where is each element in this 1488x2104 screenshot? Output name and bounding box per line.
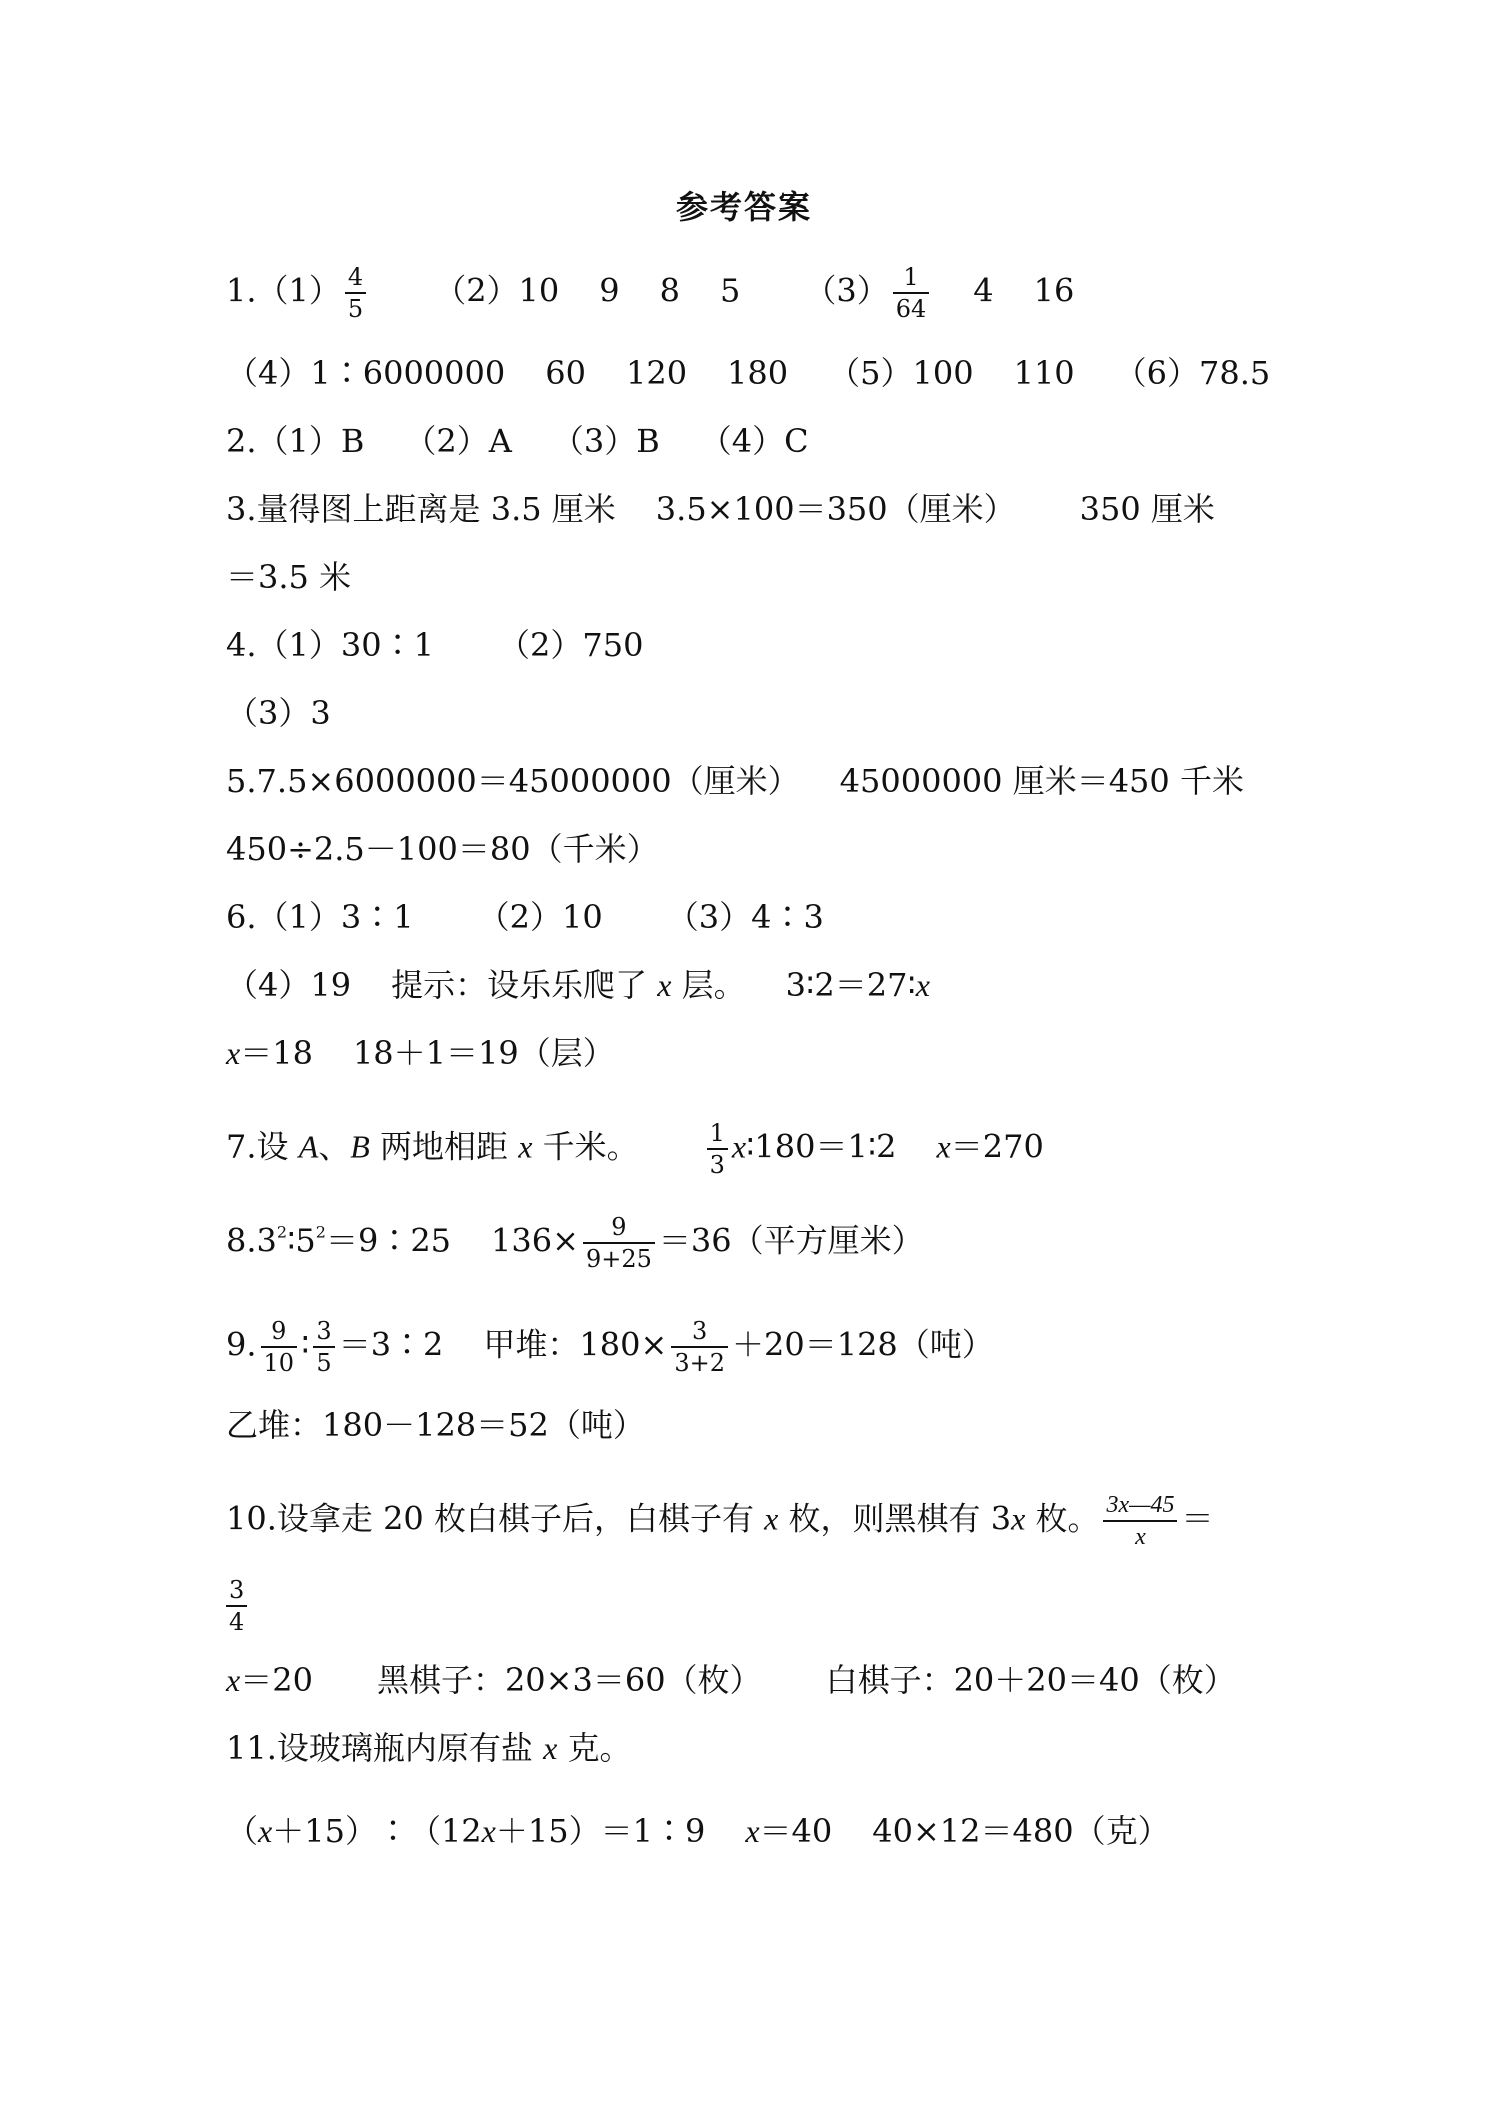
answer-11-line-1: 11.设玻璃瓶内原有盐 x 克。: [226, 1729, 632, 1767]
answer-9-line-2: 乙堆：180－128＝52（吨）: [226, 1406, 645, 1444]
fraction-1-3: $\frac{1}{3}$: [707, 1118, 728, 1180]
answer-6-line-1: 6.（1）3∶1 （2）10 （3）4∶3: [226, 898, 824, 936]
answer-10-line-2: x＝20 黑棋子：20×3＝60（枚） 白棋子：20＋20＝40（枚）: [226, 1661, 1236, 1699]
answer-10-fraction: [226, 1575, 251, 1637]
answer-6-line-2: （4）19 提示：设乐乐爬了 x 层。 3∶2＝27∶x: [226, 966, 930, 1004]
fraction-9-10: $\frac{9}{10}$: [261, 1316, 298, 1378]
answer-5-line-1: 5.7.5×6000000＝45000000（厘米） 45000000 厘米＝450 千米: [226, 762, 1244, 800]
page-title: 参考答案: [675, 188, 812, 226]
answer-1-line-1: 1.（1） $\frac{4}{5}$ （2）10 9 8 5 （3） $\frac{1}{64}$ 4 16: [226, 263, 1075, 323]
answer-9-line-1: 9. $\frac{9}{10}$ ∶ $\frac{3}{5}$ ＝3∶2 甲堆：180× $\frac{3}{3+2}$ ＋20＝128（吨）: [226, 1317, 994, 1377]
answer-3-line-2: ＝3.5 米: [226, 558, 352, 596]
answer-5-line-2: 450÷2.5－100＝80（千米）: [226, 830, 659, 868]
answer-4-line-1: 4.（1）30∶1 （2）750: [226, 626, 644, 664]
answer-3-line-1: 3.量得图上距离是 3.5 厘米 3.5×100＝350（厘米） 350 厘米: [226, 490, 1215, 528]
answer-7: 7.设 A、B 两地相距 x 千米。 $\frac{1}{3}$ x∶180＝1∶2 x＝270: [226, 1119, 1044, 1179]
fraction-3-5: $\frac{3}{5}$: [313, 1316, 334, 1378]
fraction-4-5: $\frac{4}{5}$: [345, 262, 366, 324]
answer-1-line-2: （4）1∶6000000 60 120 180 （5）100 110 （6）78.5: [226, 354, 1271, 392]
fraction-3-over-3-plus-2: $\frac{3}{3+2}$: [671, 1316, 728, 1378]
answer-6-line-3: x＝18 18＋1＝19（层）: [226, 1034, 615, 1072]
fraction-9-over-9-plus-25: $\frac{9}{9+25}$: [583, 1212, 655, 1274]
answer-8: $8.3^2∶5^2=9∶25$ 136× $\frac{9}{9+25}$ ＝36（平方厘米）: [226, 1213, 924, 1273]
fraction-3-4: $\frac{3}{4}$: [226, 1575, 247, 1637]
answer-11-line-2: （x＋15）∶（12x＋15）＝1∶9 x＝40 40×12＝480（克）: [226, 1812, 1170, 1850]
fraction-3x-minus-45-over-x: $\frac{3x—45}{x}$: [1103, 1490, 1177, 1552]
answer-10-line-1: 10.设拿走 20 枚白棋子后，白棋子有 x 枚，则黑棋有 3x 枚。 $\frac{3x—45}{x}$ ＝: [226, 1492, 1214, 1550]
fraction-1-64: $\frac{1}{64}$: [893, 262, 930, 324]
answer-4-line-2: （3）3: [226, 694, 331, 732]
answer-2: 2.（1）B （2）A （3）B （4）C: [226, 422, 809, 460]
